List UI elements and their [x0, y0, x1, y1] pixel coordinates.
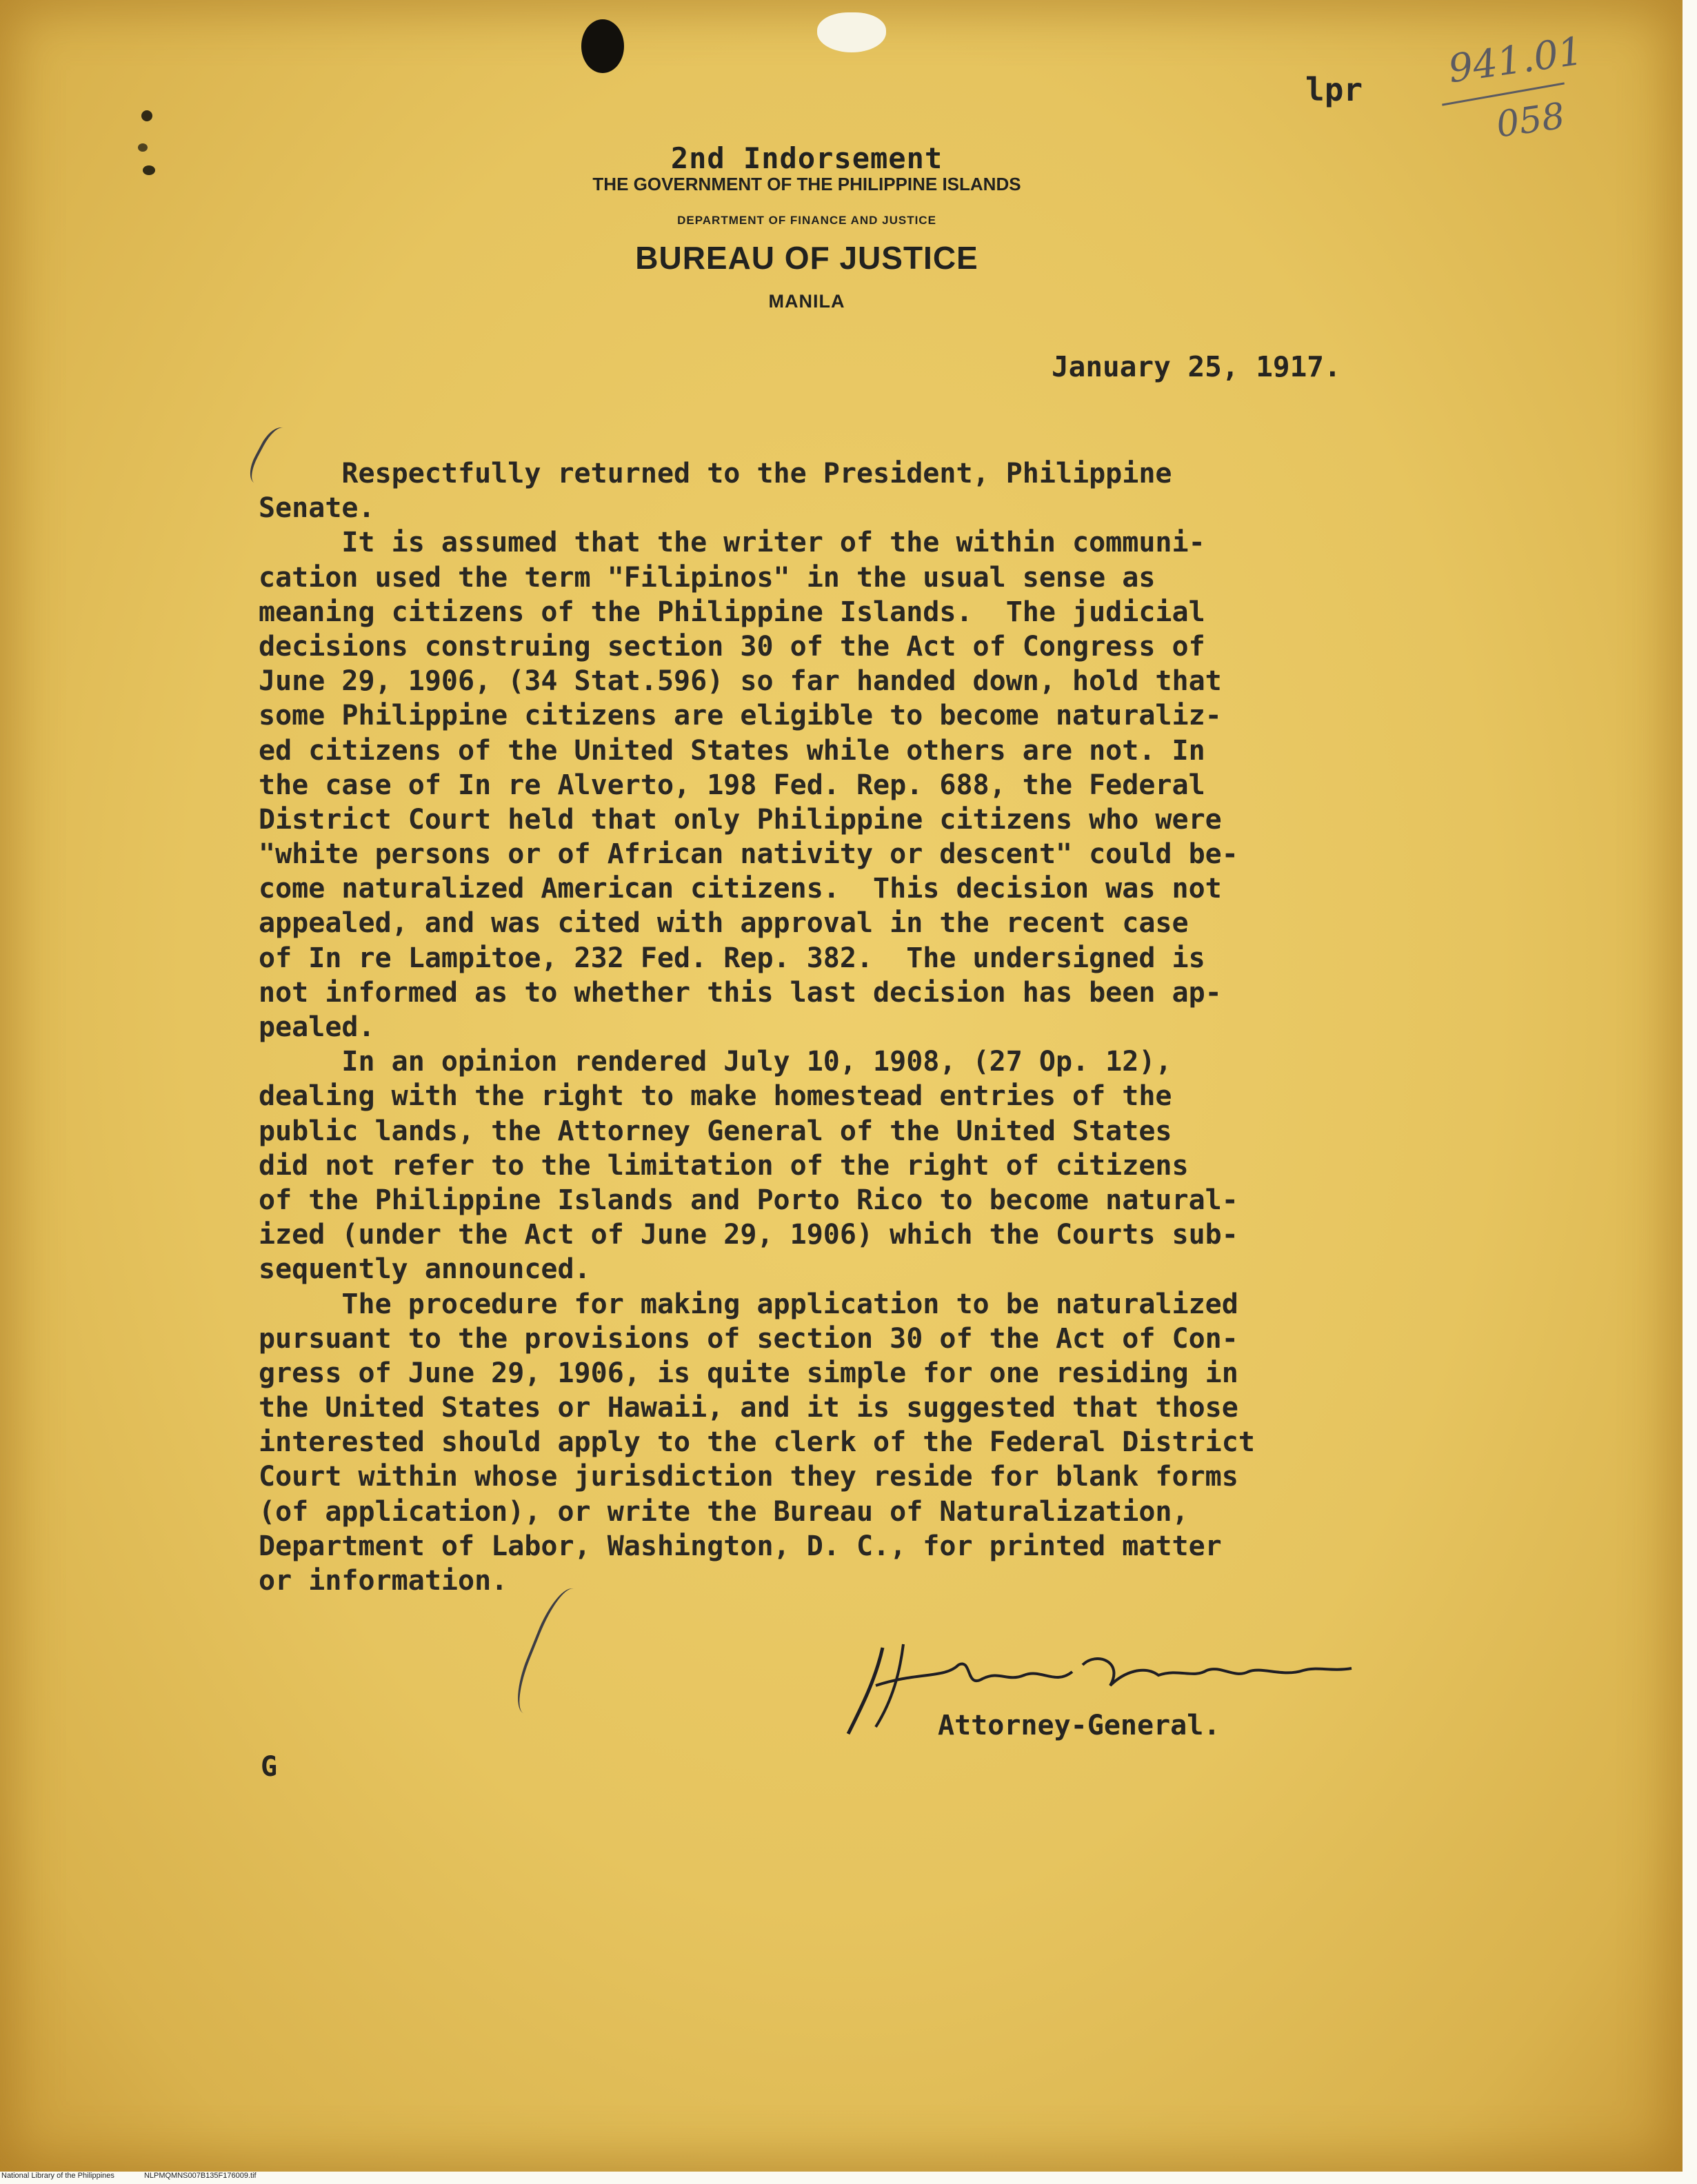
body-line: In an opinion rendered July 10, 1908, (27 Op. 12), — [259, 1046, 1172, 1078]
scan-footer — [1, 2172, 284, 2180]
binding-mark-1 — [141, 110, 152, 121]
body-line: meaning citizens of the Philippine Islands. The judicial — [259, 596, 1205, 628]
body-line: cation used the term "Filipinos" in the usual sense as — [259, 561, 1156, 594]
body-line: of the Philippine Islands and Porto Rico to become natural- — [259, 1184, 1238, 1216]
body-line: District Court held that only Philippine citizens who were — [259, 803, 1222, 836]
body-line: or information. — [259, 1565, 508, 1597]
body-line: It is assumed that the writer of the within communi- — [259, 527, 1205, 559]
bureau-name: BUREAU OF JUSTICE — [635, 240, 978, 276]
body-line: the case of In re Alverto, 198 Fed. Rep. 688, the Federal — [259, 769, 1205, 801]
letter-body — [259, 456, 1555, 1598]
body-line: pursuant to the provisions of section 30 of the Act of Con- — [259, 1322, 1238, 1355]
body-line: Respectfully returned to the President, Philippine — [259, 458, 1172, 489]
body-line: Senate. — [259, 492, 375, 525]
body-line: the United States or Hawaii, and it is suggested that those — [259, 1392, 1238, 1424]
body-line: sequently announced. — [259, 1253, 591, 1286]
body-line: ized (under the Act of June 29, 1906) which the Courts sub- — [259, 1219, 1238, 1251]
department-name: DEPARTMENT OF FINANCE AND JUSTICE — [677, 214, 936, 227]
letter-date: January 25, 1917. — [1052, 350, 1341, 383]
typist-initial: G — [261, 1751, 278, 1783]
file-code-bottom: 058 — [1494, 95, 1567, 146]
body-line: "white persons or of African nativity or descent" could be- — [259, 838, 1238, 871]
body-line: not informed as to whether this last decision has been ap- — [259, 976, 1222, 1009]
city-name: MANILA — [768, 291, 845, 312]
body-line: some Philippine citizens are eligible to become naturaliz- — [259, 700, 1222, 732]
body-line: June 29, 1906, (34 Stat.596) so far handed down, hold that — [259, 665, 1222, 698]
indorsement-title: 2nd Indorsement — [670, 141, 943, 175]
body-line: public lands, the Attorney General of the United States — [259, 1115, 1172, 1147]
body-line: ed citizens of the United States while others are not. In — [259, 734, 1205, 767]
body-line: did not refer to the limitation of the right of citizens — [259, 1149, 1189, 1182]
signature-title: Attorney-General. — [938, 1710, 1221, 1741]
body-line: come naturalized American citizens. This decision was not — [259, 873, 1222, 905]
binding-mark-2 — [138, 143, 148, 152]
body-line: (of application), or write the Bureau of Naturalization, — [259, 1495, 1189, 1528]
body-line: appealed, and was cited with approval in the recent case — [259, 907, 1189, 940]
body-line: of In re Lampitoe, 232 Fed. Rep. 382. The undersigned is — [259, 942, 1205, 974]
body-line: dealing with the right to make homestead entries of the — [259, 1080, 1172, 1113]
punch-hole-right — [817, 12, 886, 52]
body-line: pealed. — [259, 1011, 375, 1043]
punch-hole-left — [581, 19, 624, 73]
body-line: decisions construing section 30 of the Act of Congress of — [259, 630, 1205, 663]
binding-mark-3 — [143, 165, 155, 175]
body-line: Department of Labor, Washington, D. C., for printed matter — [259, 1530, 1222, 1562]
file-code-annotation — [1434, 28, 1586, 146]
government-name: THE GOVERNMENT OF THE PHILIPPINE ISLANDS — [592, 174, 1021, 194]
scan-file-id: NLPMQMNS007B135F176009.tif — [143, 2172, 257, 2180]
file-code-top: 941.01 — [1445, 28, 1586, 92]
library-credit: National Library of the Philippines — [1, 2172, 114, 2180]
body-line: interested should apply to the clerk of the Federal District — [259, 1426, 1255, 1459]
page-code: lpr — [1305, 71, 1363, 108]
body-line: gress of June 29, 1906, is quite simple for one residing in — [259, 1357, 1238, 1389]
letterhead — [496, 143, 1117, 313]
body-line: Court within whose jurisdiction they reside for blank forms — [259, 1461, 1238, 1493]
body-line: The procedure for making application to be naturalized — [259, 1288, 1238, 1320]
